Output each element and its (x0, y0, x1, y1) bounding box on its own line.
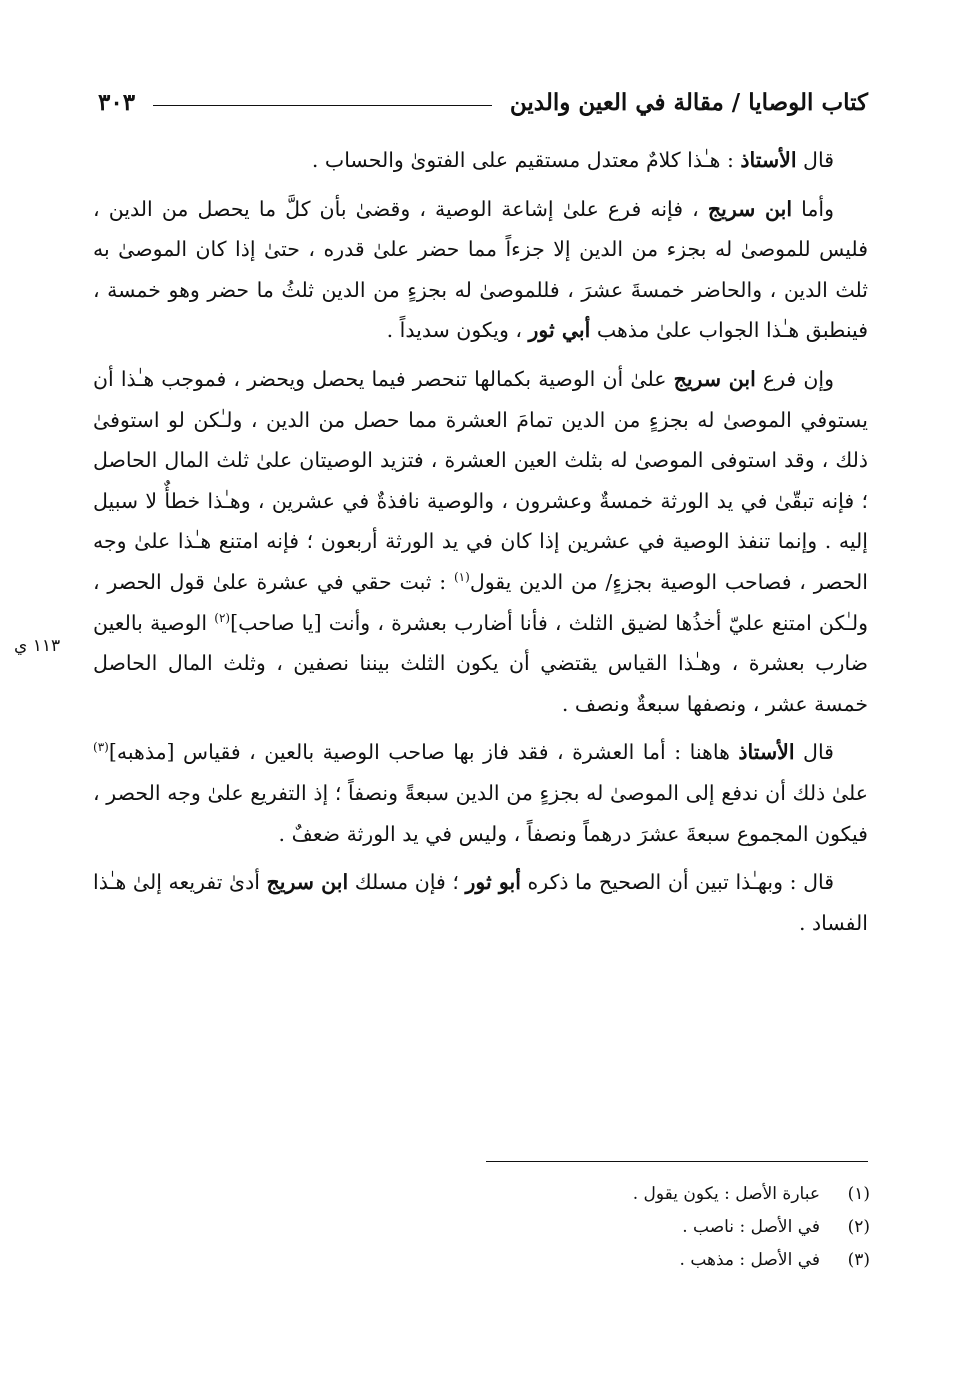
paragraph (93, 862, 868, 943)
footnotes (400, 1178, 870, 1277)
text-run: ، ويكون سديداً . (386, 318, 529, 343)
text-run: قال (796, 148, 834, 172)
footnote-ref: (١) (453, 570, 470, 585)
text-run: قال (794, 740, 834, 765)
text-run: هاهنا : أما العشرة ، فقد فاز بها صاحب الوصية بالعين ، فقياس [مذهبه] (108, 740, 739, 765)
footnote-ref: (٣) (93, 740, 109, 755)
text-run: : هـٰذا كلامٌ معتدل مستقيم على الفتوىٰ والحساب . (311, 148, 741, 172)
proper-name: الأستاذ (740, 148, 797, 172)
footnote-number: (٣) (847, 1250, 870, 1270)
paragraph (93, 189, 868, 351)
proper-name: ابن سريج (266, 870, 349, 895)
text-run: وأما (792, 196, 834, 221)
text-run: الوصية بالعين ضارب بعشرة ، وهـٰذا القياس يقتضي أن يكون الثلث بيننا نصفين ، وثلث المال الحاصل خمسة عشر ، ونصفها سبعةٌ ونصف . (93, 610, 868, 716)
footnote-number: (٢) (847, 1217, 870, 1237)
footnote-text: في الأصل : مذهب . (679, 1250, 820, 1270)
proper-name: أبي ثور (528, 318, 591, 343)
footnote-text: في الأصل : ناصب . (682, 1217, 820, 1237)
header-rule (153, 105, 492, 106)
page-header (98, 82, 868, 122)
proper-name: ابن سريج (673, 366, 756, 391)
footnote-text: عبارة الأصل : يكون يقول . (632, 1184, 820, 1204)
proper-name: الأستاذ (738, 740, 795, 765)
margin-note: ١١٣ ي (14, 636, 61, 656)
text-run: ، فإنه فرع علىٰ إشاعة الوصية ، وقضىٰ بأن كلَّ ما يحصل من الدين ، فليس للموصىٰ له بجزء من الدين إلا جزءاً مما حضر علىٰ قدره ، حتىٰ إذا كان الموصىٰ به ثلث الدين ، والحاضر خمسةَ عشرَ ، فللموصىٰ له بجزءٍ من الدين ثلثُ ما حضر وهو خمسة ، فينطبق هـٰذا الجواب علىٰ مذهب (93, 196, 868, 343)
page-number: ٣٠٣ (98, 88, 136, 116)
footnote (400, 1211, 870, 1244)
footnote (400, 1178, 870, 1211)
proper-name: ابن سريج (707, 196, 793, 221)
text-run: وإن فرع (755, 366, 834, 391)
paragraph (93, 140, 868, 181)
text-run: علىٰ ذلك أن ندفع إلى الموصىٰ له بجزءٍ من الدين سبعةً ونصفاً ؛ إذ التفريع علىٰ وجه الحصر ، فيكون المجموع سبعةَ عشرَ درهماً ونصفاً ، وليس في يد الورثة ضعفٌ . (93, 780, 868, 846)
text-run: علىٰ أن الوصية بكمالها تنحصر فيما يحصل ويحضر ، فموجب هـٰذا أن يستوفي الموصىٰ له بجزءٍ من الدين تمامَ العشرة مما حصل من الدين ، ولـٰكن لو استوفىٰ ذلك ، وقد استوفى الموصىٰ له بثلث العين العشرة ، فتزيد الوصيتان علىٰ ثلث المال الحاصل ؛ فإنه تبقّىٰ في يد الورثة خمسةٌ وعشرون ، والوصية نافذةٌ في عشرين ، وهـٰذا خطأٌ لا سبيل إليه . وإنما تنفذ الوصية في عشرين إذا كان في يد الورثة أربعون ؛ فإنه امتنع هـٰذا علىٰ وجه الحصر ، فصاحب الوصية بجزءٍ/ من الدين يقول (93, 366, 868, 594)
paragraph (93, 732, 868, 854)
paragraph (93, 359, 868, 724)
text-run: أدىٰ تفريعه إلىٰ هـٰذا الفساد . (93, 870, 868, 935)
text-run: : ثبت حقي في عشرة علىٰ قول الحصر ، ولـٰكن امتنع عليّ أخذُها لضيق الثلث ، فأنا أضارب بعشرة ، وأنت [يا صاحب] (93, 569, 869, 635)
main-text (93, 140, 868, 943)
text-run: قال : وبهـٰذا تبين أن الصحيح ما ذكره (520, 870, 835, 895)
footnote (400, 1244, 870, 1277)
proper-name: أبو ثور (465, 870, 521, 895)
footnote-ref: (٢) (214, 610, 231, 625)
running-title: كتاب الوصايا / مقالة في العين والدين (509, 88, 868, 116)
footnote-separator (486, 1161, 868, 1162)
text-run: ؛ فإن مسلك (348, 870, 466, 895)
footnote-number: (١) (847, 1184, 870, 1204)
